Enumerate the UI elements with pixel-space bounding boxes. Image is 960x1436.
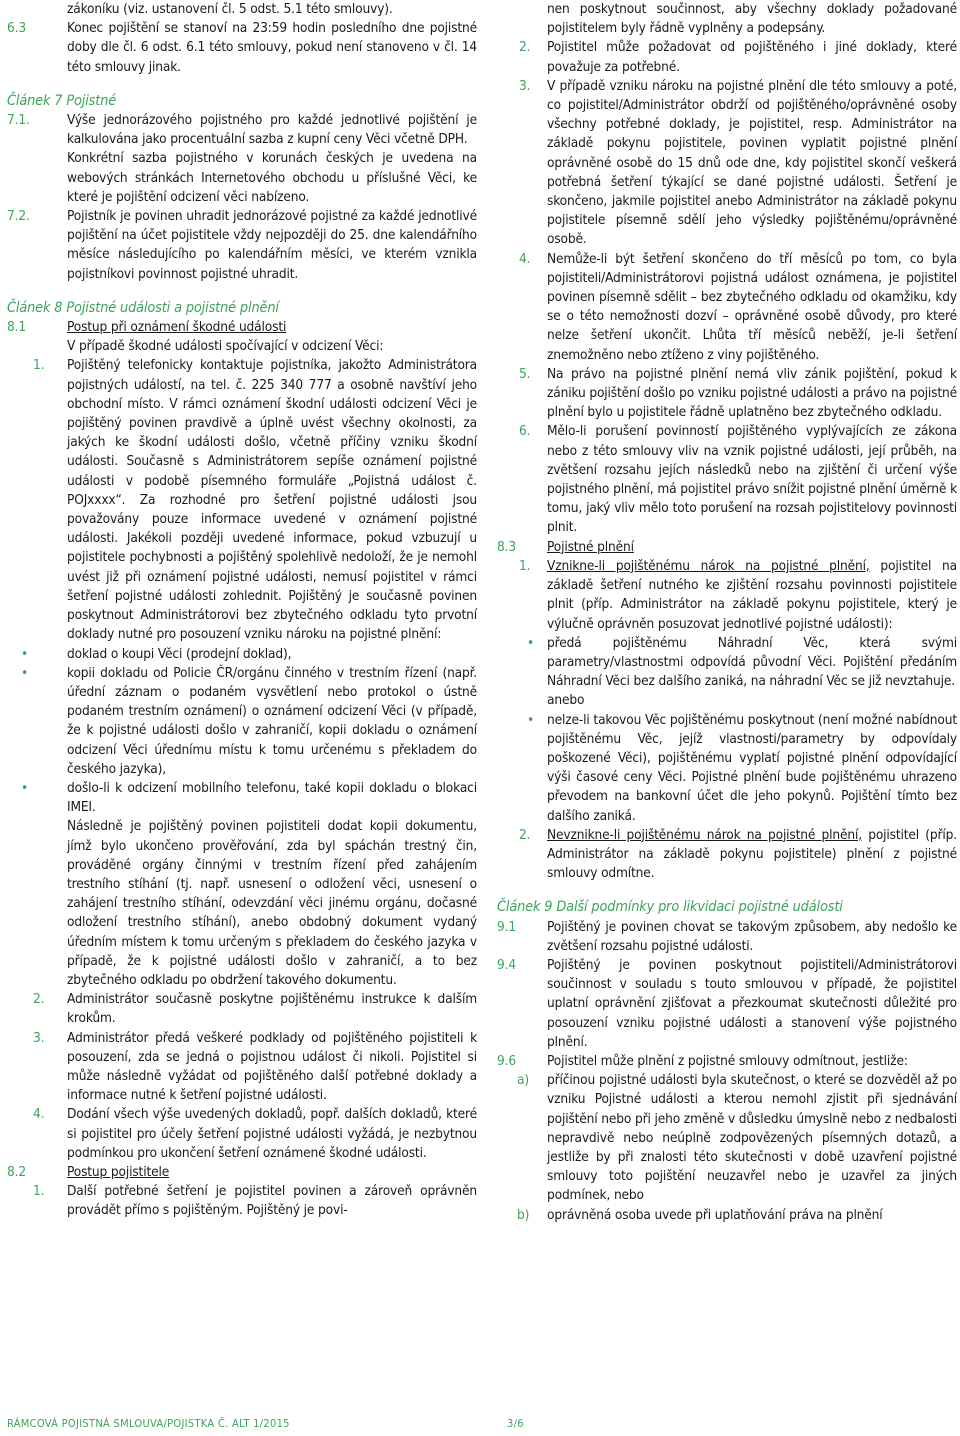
clause-row xyxy=(497,918,957,956)
paragraph xyxy=(497,0,957,38)
item-number: 4. xyxy=(33,1106,45,1123)
section-heading: Postup při oznámení škodné události xyxy=(67,319,287,336)
clause-text: zákoníku (viz. ustanovení čl. 5 odst. 5.1 této smlouvy). xyxy=(67,1,393,17)
item-number: 1. xyxy=(519,557,531,574)
item-text: Na právo na pojistné plnění nemá vliv zánik pojištění, pokud k zániku pojištění došlo po vzniku pojistné události a právo na pojistné plnění bylo u pojistitele řádně uplatněno bez zbytečného odkladu. xyxy=(547,365,957,421)
page-number: 3/6 xyxy=(507,1417,524,1430)
item-text: Mělo-li porušení povinností pojištěného vyplývajících ze zákona nebo z této smlouvy vliv na vznik pojistné události, její průběh, na zvětšení rozsahu jejích následků nebo na zjištění či určení výše pojistného plnění, má pojistitel právo snížit pojistné plnění úměrně k tomu, jaký vliv mělo toto porušení na rozsah pojistitelovy povinnosti plnit. xyxy=(547,423,957,536)
footer-title: RÁMCOVÁ POJISTNÁ SMLOUVA/POJISTKA Č. ALT 1/2015 xyxy=(7,1417,290,1430)
paragraph-text: Následně je pojištěný povinen pojistiteli dodat kopii dokumentu, jímž bylo ukončeno prověřování, zda byl spáchán trestný čin, prováděné orgány činnými v trestním řízení před zahájením trestního stíhání (tj. např. usnesení o odložení věci, usnesení o zahájení trestního stíhání, odevzdání věci jinému orgánu, dočasné odložení trestního stíhání), anebo obdobný dokument vydaný úředním místem k tomu určeným s překladem do českého jazyka v případě, že k pojistné události došlo v zahraničí, a to bez zbytečného odkladu po obdržení takového dokumentu. xyxy=(67,818,477,988)
item-number: 2. xyxy=(519,826,531,843)
bullet-icon: • xyxy=(21,645,29,662)
bullet-icon: • xyxy=(21,779,29,796)
clause-row xyxy=(7,0,477,19)
bullet-text: doklad o koupi Věci (prodejní doklad), xyxy=(67,645,292,662)
item-text xyxy=(547,826,957,884)
list-item xyxy=(7,356,477,644)
page-footer xyxy=(7,1417,960,1430)
item-number: 1. xyxy=(33,357,45,374)
item-text: Pojistitel může požadovat od pojištěného i jiné doklady, které považuje za potřebné. xyxy=(547,39,957,75)
item-number: 2. xyxy=(33,991,45,1008)
clause-text: Výše jednorázového pojistného pro každé jednotlivé pojištění je kalkulována jako procentuální sazba z kupní ceny Věci včetně DPH. xyxy=(67,112,477,148)
list-item xyxy=(497,557,957,634)
clause-number: 9.6 xyxy=(497,1052,516,1069)
list-item xyxy=(497,422,957,537)
item-text: Nemůže-li být šetření skončeno do tří měsíců po tom, co byla pojistiteli/Administrátorovi pojistná událost oznámena, je pojistitel povinen písemně sdělit – bez zbytečného odkladu od okamžiku, kdy se o této nemožnosti dozví – oprávněné osobě důvody, pro které nelze šetření ukončit. Lhůta tří měsíců neběží, je-li šetření znemožněno nebo ztíženo z viny pojištěného. xyxy=(547,250,957,363)
item-text: V případě vzniku nároku na pojistné plnění dle této smlouvy a poté, co pojistitel/Administrátor obdrží od pojištěného/oprávněné osoby všechny potřebné doklady, je pojistitel, resp. Administrátor na základě pokynu pojistitele, povinen vyplatit pojistné plnění oprávněné osobě do 15 dnů ode dne, kdy pojistitel skončí veškerá potřebná šetření týkající se dané pojistné události. Šetření je skončeno, jakmile pojistitel anebo Administrátor na základě pokynu pojistitele písemně sdělí jeho výsledky pojištěnému/oprávněné osobě. xyxy=(547,77,957,248)
clause-number: 9.4 xyxy=(497,956,516,973)
item-letter: b) xyxy=(517,1206,530,1223)
clause-row xyxy=(7,19,477,77)
bullet-text: nelze-li takovou Věc pojištěnému poskytnout (není možné nabídnout pojištěnému Věc, jejíž vlastnosti/parametry by odpovídaly poškozené Věci), pojištěnému vyplatí pojistné plnění odpovídající výši časové ceny Věci. Pojistné plnění bude pojištěnému uhrazeno převodem na bankovní účet dle jeho pokynů. Pojištění tímto bez dalšího zaniká. xyxy=(547,711,957,824)
bullet-item xyxy=(7,779,477,817)
item-number: 5. xyxy=(519,365,531,382)
list-item xyxy=(497,250,957,365)
item-number: 2. xyxy=(519,39,531,56)
article-7-title: Článek 7 Pojistné xyxy=(7,92,117,109)
article-9-title: Článek 9 Další podmínky pro likvidaci pojistné události xyxy=(497,899,843,916)
clause-number: 8.1 xyxy=(7,319,26,336)
item-number: 3. xyxy=(519,77,531,94)
list-item xyxy=(7,990,477,1028)
clause-number: 6.3 xyxy=(7,20,26,37)
left-column xyxy=(7,0,477,1221)
clause-row xyxy=(497,956,957,1052)
paragraph-text: nen poskytnout součinnost, aby všechny doklady požadované pojistitelem byly řádně vyplněny a podepsány. xyxy=(547,1,957,37)
clause-number: 7.2. xyxy=(7,208,30,225)
list-item xyxy=(497,826,957,884)
item-number: 6. xyxy=(519,423,531,440)
item-body: pojistitel (příp. Administrátor na základě pokynu pojistitele) plnění z pojistné smlouvy odmítne. xyxy=(547,826,957,882)
clause-number: 7.1. xyxy=(7,112,30,129)
bullet-item xyxy=(497,711,957,826)
clause-text: Pojistník je povinen uhradit jednorázové pojistné za každé jednotlivé pojištění na účet pojistitele vždy nejpozději do 25. dne kalendářního měsíce následujícího po kalendářním měsíci, ve kterém vznikla pojistníkovi povinnost pojistné uhradit. xyxy=(67,208,477,282)
clause-row xyxy=(7,318,477,356)
bullet-text: předá pojištěnému Náhradní Věc, která svými parametry/vlastnostmi odpovídá původní Věci. Pojištění předáním Náhradní Věci bez dalšího zaniká, na náhradní Věc se již nevztahuje. xyxy=(547,634,957,690)
clause-row xyxy=(497,538,957,557)
clause-text: Pojištěný je povinen poskytnout pojistiteli/Administrátorovi součinnost v souladu s touto smlouvou v případě, že pojistitel uplatní oprávnění zjišťovat a přezkoumat skutečnosti důležité pro posouzení vzniku pojistné události a stanovení výše pojistného plnění. xyxy=(547,956,957,1050)
list-item xyxy=(7,1105,477,1163)
section-intro: V případě škodné události spočívající v odcizení Věci: xyxy=(67,338,384,355)
item-body: pojistitel na základě šetření nutného ke zjištění rozsahu povinnosti pojistitele plnit (příp. Administrátor na základě pokynu pojistitele, který je výlučně oprávněn posuzovat jednotlivé pojistné události): xyxy=(547,557,957,632)
bullet-text: kopii dokladu od Policie ČR/orgánu činného v trestním řízení (např. úřední záznam o podaném vysvětlení nebo protokol o ústně podaném trestním oznámení) o oznámení odcizení Věci (v případě, že k pojistné události došlo v zahraničí, kopii dokladu o oznámení odcizení Věci úřednímu místu k tomu určenému s překladem do českého jazyka), xyxy=(67,664,477,777)
clause-text: Pojistitel může plnění z pojistné smlouvy odmítnout, jestliže: xyxy=(547,1052,908,1069)
bullet-item xyxy=(7,664,477,779)
list-item xyxy=(497,1071,957,1205)
list-item xyxy=(7,1029,477,1106)
item-text: Administrátor předá veškeré podklady od pojištěného pojistiteli k posouzení, zda se jedná o pojistnou událost či nikoli. Pojistitel si může následně vyžádat od pojištěného další potřebné doklady a informace nutné k šetření pojistné události. xyxy=(67,1029,477,1104)
list-item xyxy=(497,1206,957,1225)
item-text: příčinou pojistné události byla skutečnost, o které se dozvěděl až po vzniku Pojistné události a kterou nemohl zjistit při sjednávání pojištění nebo při jeho změně v důsledku úmyslně nebo z nedbalosti nepravdivě nebo neúplně zodpovězených písemných dotazů, a jestliže by při znalosti této skutečnosti v době uzavření pojistné smlouvy toto pojištění neuzavřel nebo je uzavřel za jiných podmínek, nebo xyxy=(547,1072,957,1204)
right-column xyxy=(497,0,957,1225)
item-heading: Nevznikne-li pojištěnému nárok na pojistné plnění, xyxy=(547,826,862,843)
bullet-icon: • xyxy=(21,664,29,681)
paragraph xyxy=(7,817,477,990)
bullet-item xyxy=(497,634,957,692)
article-8-title: Článek 8 Pojistné události a pojistné plnění xyxy=(7,299,279,316)
bullet-text: došlo-li k odcizení mobilního telefonu, také kopii dokladu o blokaci IMEI. xyxy=(67,779,477,816)
clause-number: 8.3 xyxy=(497,538,516,555)
clause-row xyxy=(7,111,477,207)
item-letter: a) xyxy=(517,1072,529,1089)
bullet-item xyxy=(7,645,477,664)
list-item xyxy=(497,365,957,423)
list-item xyxy=(497,38,957,76)
bullet-icon: • xyxy=(527,634,535,651)
clause-number: 9.1 xyxy=(497,918,516,935)
clause-text: Pojištěný je povinen chovat se takovým způsobem, aby nedošlo ke zvětšení rozsahu pojistné události. xyxy=(547,918,957,954)
clause-text: Konkrétní sazba pojistného v korunách českých je uvedena na webových stránkách Internetového obchodu u příslušné Věci, ke které je pojištění odcizení věci nabízeno. xyxy=(67,150,477,205)
list-item xyxy=(497,77,957,250)
list-item xyxy=(7,1182,477,1220)
item-text: oprávněná osoba uvede při uplatňování práva na plnění xyxy=(547,1206,883,1223)
item-number: 3. xyxy=(33,1029,45,1046)
item-heading: Vznikne-li pojištěnému nárok na pojistné plnění, xyxy=(547,557,870,574)
connector-text: anebo xyxy=(547,692,585,709)
clause-row xyxy=(7,1163,477,1182)
item-text: Pojištěný telefonicky kontaktuje pojistníka, jakožto Administrátora pojistných událostí, na tel. č. 225 340 777 a osobně navštíví jeho obchodní místo. V rámci oznámení škodní události odcizení Věci je pojištěný povinen pravdivě a úplně uvést všechny okolnosti, za jakých ke škodní události došlo, včetně příčiny vzniku škodní události. Současně s Administrátorem sepíše oznámení pojistné události v podobě písemného formuláře „Pojistná událost č. POJxxxx“. Za rozhodné pro šetření pojistné události jsou považovány pouze informace uvedené v oznámení pojistné události. Jakékoli později uvedené informace, pokud vzbuzují u pojistitele pochybnosti a pojištěný spolehlivě nedoloží, že je nemohl uvést již při oznámení pojistné události, nemusí pojistitel v rámci šetření pojistné události zohlednit. Pojištěný je současně povinen poskytnout Administrátorovi bez zbytečného odkladu tyto prvotní doklady nutné pro posouzení vzniku nároku na pojistné plnění: xyxy=(67,357,477,643)
item-number: 4. xyxy=(519,250,531,267)
item-number: 1. xyxy=(33,1183,45,1200)
paragraph xyxy=(497,691,957,710)
bullet-icon: • xyxy=(527,711,535,728)
section-heading: Postup pojistitele xyxy=(67,1163,170,1180)
clause-number: 8.2 xyxy=(7,1163,26,1180)
item-text xyxy=(547,557,957,634)
clause-row xyxy=(7,207,477,284)
section-heading: Pojistné plnění xyxy=(547,538,634,555)
item-text: Administrátor současně poskytne pojištěnému instrukce k dalším krokům. xyxy=(67,991,477,1027)
clause-row xyxy=(497,1052,957,1071)
item-text: Další potřebné šetření je pojistitel povinen a zároveň oprávněn provádět přímo s pojištěným. Pojištěný je povi- xyxy=(67,1183,477,1219)
item-text: Dodání všech výše uvedených dokladů, popř. dalších dokladů, které si pojistitel pro účely šetření pojistné události vyžádá, je nezbytnou podmínkou pro ukončení šetření oznámené škodné události. xyxy=(67,1106,477,1161)
clause-text: Konec pojištění se stanoví na 23:59 hodin posledního dne pojistné doby dle čl. 6 odst. 6.1 této smlouvy, pokud není stanoveno v čl. 14 této smlouvy jinak. xyxy=(67,20,477,75)
